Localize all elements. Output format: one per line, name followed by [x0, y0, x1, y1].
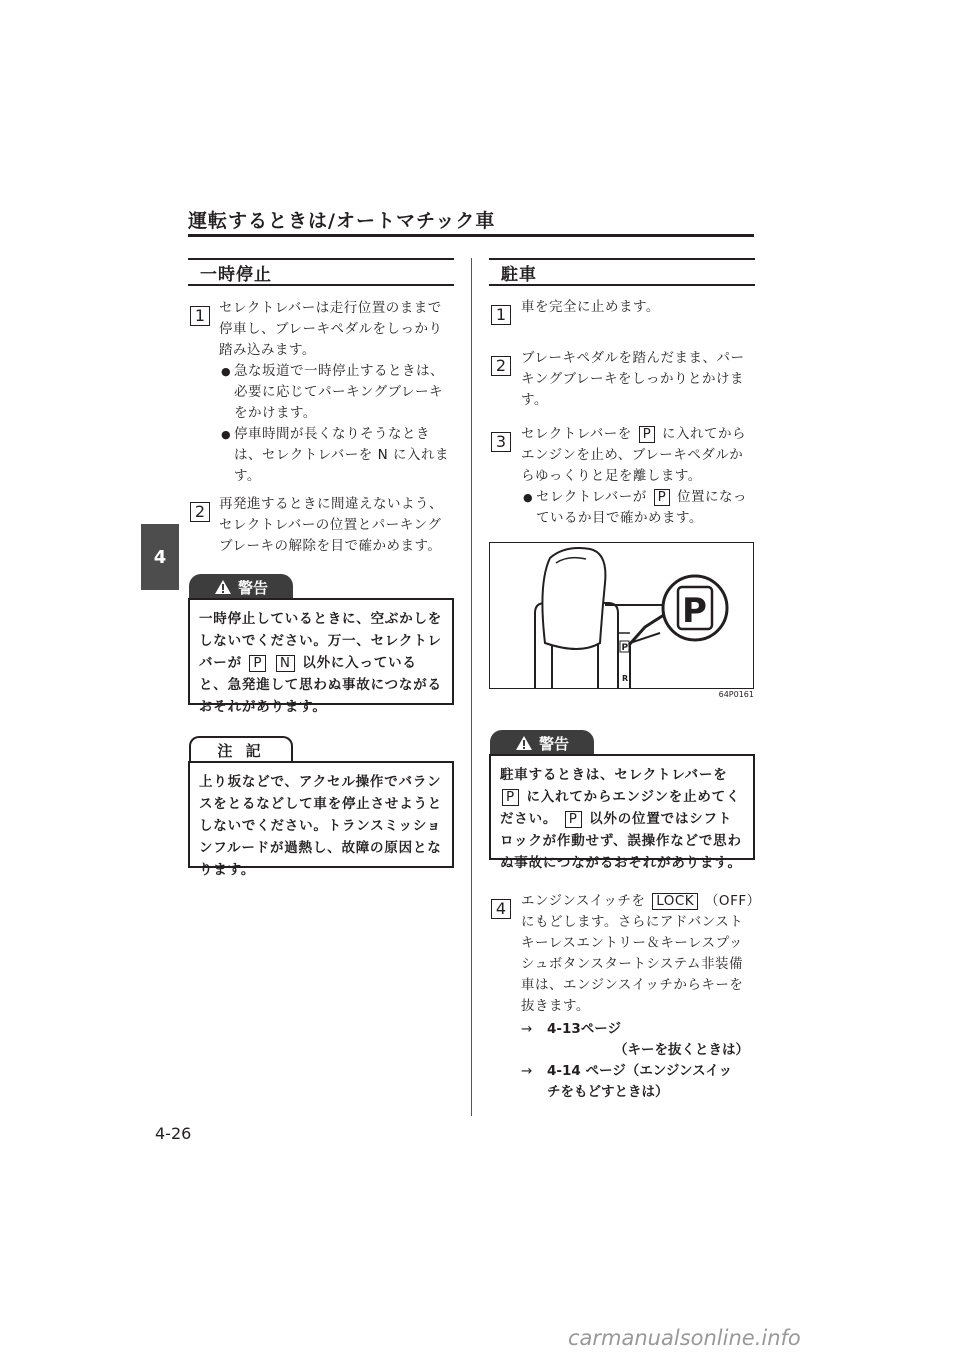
step-number: 3 [491, 432, 511, 452]
section-heading-parking [489, 258, 755, 286]
gear-key: P [502, 789, 519, 806]
note-text: 上り坂などで、アクセル操作でバランスをとるなどして車を停止させようとしないでください。トランスミッションフルードが過熱し、故障の原因となります。 [199, 774, 443, 878]
reference-list [521, 1019, 755, 1103]
step-number: 4 [491, 899, 511, 919]
reference-item [521, 1019, 755, 1040]
gear-key: P [249, 655, 266, 672]
step-number: 2 [190, 502, 210, 522]
warning-label: 警告 [237, 578, 268, 597]
warning-box [188, 598, 454, 715]
reference-page: 4-13ページ [547, 1021, 622, 1037]
watermark: carmanualsonline.info [568, 1326, 801, 1350]
arrow-icon: → [521, 1021, 533, 1037]
step-text: （OFF）にもどします。さらにアドバンストキーレスエントリー＆キーレスプッシュボタンスタートシステム非装備車は、エンジンスイッチからキーを抜きます。 [521, 893, 754, 1014]
bullet-item [523, 487, 755, 529]
note-box [188, 761, 454, 878]
step-2-body [219, 494, 455, 557]
reference-desc: チをもどすときは） [547, 1084, 669, 1100]
section-title: 駐車 [501, 264, 537, 285]
small-r-indicator: R [622, 674, 629, 683]
figure-caption: 64P0161 [718, 690, 754, 699]
step-text: 再発進するときに間違えないよう、セレクトレバーの位置とパーキングブレーキの解除を目で確かめます。 [219, 496, 443, 554]
note-label: 注 記 [217, 741, 265, 760]
column-divider [471, 258, 472, 1116]
bullet-item: ● 急な坂道で一時停止するときは、必要に応じてパーキングブレーキをかけます。 [221, 361, 455, 424]
step-number: 2 [491, 356, 511, 376]
parking-step-4-body [521, 891, 755, 1103]
warning-triangle-icon [515, 735, 533, 751]
step-text: に入れてからエンジンを止め、ブレーキペダルからゆっくりと足を離します。 [521, 426, 747, 484]
big-p-label: P [682, 591, 707, 631]
warning-tab [490, 730, 594, 756]
step-1-body [219, 298, 455, 487]
parking-step-3-body [521, 424, 755, 529]
bullet-item: ● 停車時間が長くなりそうなときは、セレクトレバーを N に入れます。 [221, 424, 455, 487]
reference-page: 4-14 ページ（エンジンスイッ [547, 1063, 733, 1079]
warning-text: 駐車するときは、セレクトレバーを [500, 767, 728, 783]
warning-text: 一時停止しているときに、空ぶかしをしないでください。万一、セレクトレバーが [199, 611, 443, 671]
bullet-text: 位置になっているか目で確かめます。 [536, 489, 748, 526]
gear-key: P [565, 811, 582, 828]
chapter-tab: 4 [141, 524, 179, 590]
page-number: 4-26 [155, 1124, 192, 1143]
gear-key: P [639, 426, 656, 443]
lock-key: LOCK [652, 893, 698, 910]
step-text: エンジンスイッチを [521, 893, 646, 909]
section-title: 一時停止 [200, 264, 272, 285]
reference-desc: （キーを抜くときは） [614, 1042, 749, 1058]
step-number: 1 [491, 305, 511, 325]
step-text: 車を完全に止めます。 [521, 299, 660, 315]
step-text: セレクトレバーを [521, 426, 632, 442]
step-number: 1 [190, 306, 210, 326]
note-tab [189, 736, 293, 762]
warning-label: 警告 [538, 734, 569, 753]
small-p-indicator: P [621, 643, 629, 653]
warning-box [489, 754, 755, 871]
bullet-text: セレクトレバーが [536, 489, 647, 505]
bullet-list [523, 487, 755, 529]
warning-tab [189, 574, 293, 600]
page-header-title: 運転するときは/オートマチック車 [188, 210, 496, 232]
gear-key: N [276, 655, 295, 672]
parking-step-1-body [521, 297, 755, 318]
bullet-list [221, 361, 455, 487]
step-text: セレクトレバーは走行位置のままで停車し、ブレーキペダルをしっかり踏み込みます。 [219, 300, 443, 358]
shift-lever-illustration [490, 543, 753, 688]
parking-step-2-body [521, 348, 755, 411]
warning-text: に入れてからエンジンを止めてください。 [500, 789, 741, 827]
step-text: ブレーキペダルを踏んだまま、パーキングブレーキをしっかりとかけます。 [521, 350, 745, 408]
arrow-icon: → [521, 1063, 533, 1079]
warning-text: 以外に入っていると、急発進して思わぬ事故につながるおそれがあります。 [199, 655, 442, 715]
section-heading-stop [188, 258, 454, 286]
gear-key: P [654, 489, 671, 506]
shift-lever-figure [489, 542, 754, 689]
warning-text: 以外の位置ではシフトロックが作動せず、誤操作などで思わぬ事故につながるおそれがあります。 [500, 811, 742, 871]
warning-triangle-icon [214, 579, 232, 595]
header-rule [188, 234, 754, 237]
reference-item [521, 1061, 755, 1082]
